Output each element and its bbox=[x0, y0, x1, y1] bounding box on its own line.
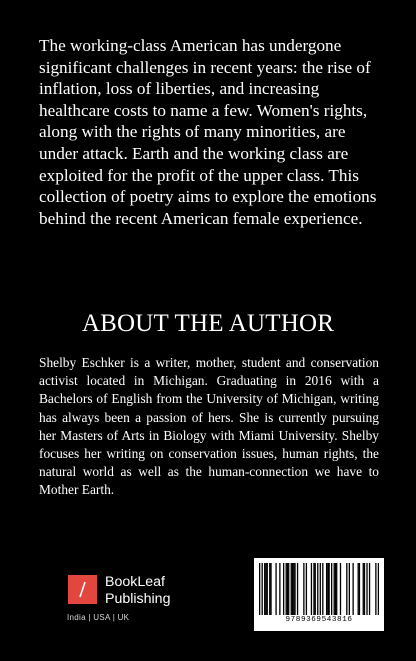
barcode-bar bbox=[334, 563, 335, 615]
barcode-bar bbox=[328, 563, 329, 615]
barcode-bar bbox=[331, 563, 332, 615]
barcode-bar bbox=[270, 563, 271, 615]
barcode-bars bbox=[259, 563, 379, 615]
barcode-bar bbox=[294, 563, 295, 615]
barcode-bar bbox=[303, 563, 304, 615]
barcode-bar bbox=[378, 563, 379, 615]
barcode-bar bbox=[320, 563, 321, 615]
barcode-bar bbox=[306, 563, 307, 615]
barcode-bar bbox=[293, 563, 294, 615]
publisher-name-line1: BookLeaf bbox=[105, 574, 165, 590]
barcode-bar bbox=[297, 563, 298, 615]
publisher-name bbox=[105, 574, 215, 607]
barcode-bar bbox=[349, 563, 350, 615]
barcode-bar bbox=[311, 563, 312, 615]
publisher-name-line2: Publishing bbox=[105, 590, 171, 607]
barcode-bar bbox=[369, 563, 370, 615]
author-bio: Shelby Eschker is a writer, mother, student and conservation activist located in Michigan. Graduating in 2016 with a Bachelors of English from the University of Michigan, writing has always been a passion of hers. She is currently pursuing her Masters of Arts in Biology with Miami University. Shelby focuses her writing on conservation issues, human rights, the natural world as well as the human-connection we have to Mother Earth. bbox=[39, 355, 379, 498]
barcode-bar bbox=[286, 563, 287, 615]
barcode-bar bbox=[326, 563, 327, 615]
barcode-bar bbox=[265, 563, 266, 615]
publisher-regions: India | USA | UK bbox=[67, 613, 130, 622]
barcode-bar bbox=[335, 563, 336, 615]
barcode-bar bbox=[264, 563, 265, 615]
barcode-bar bbox=[262, 563, 263, 615]
about-author-heading: ABOUT THE AUTHOR bbox=[81, 310, 335, 337]
barcode-digits: 9789369543816 bbox=[285, 616, 353, 624]
slash-logo-icon bbox=[68, 575, 97, 604]
barcode-bar bbox=[358, 563, 359, 615]
barcode-bar bbox=[346, 563, 347, 615]
barcode-bar bbox=[288, 563, 289, 615]
barcode-bar bbox=[292, 563, 293, 615]
barcode-bar bbox=[269, 563, 270, 615]
barcode-bar bbox=[366, 563, 367, 615]
barcode-bar bbox=[336, 563, 337, 615]
barcode-bar bbox=[259, 563, 260, 615]
barcode-bar bbox=[327, 563, 328, 615]
barcode-bar bbox=[287, 563, 288, 615]
barcode-bar bbox=[279, 563, 280, 615]
barcode-bar bbox=[275, 563, 276, 615]
barcode-bar bbox=[313, 563, 314, 615]
barcode-bar bbox=[364, 563, 365, 615]
publisher-logo bbox=[38, 568, 178, 628]
barcode-bar bbox=[283, 563, 284, 615]
barcode-bar bbox=[352, 563, 353, 615]
barcode-bar bbox=[359, 563, 360, 615]
barcode-bar bbox=[267, 563, 268, 615]
book-blurb: The working-class American has undergone significant challenges in recent years: the rise of inflation, loss of liberties, and increasing healthcare costs to name a few. Women's rights, along with the rights of many minorities, are under attack. Earth and the working class are exploited for the profit of the upper class. This collection of poetry aims to explore the emotions behind the recent American female experience. bbox=[39, 36, 377, 228]
barcode-bar bbox=[363, 563, 364, 615]
barcode-bar bbox=[375, 563, 376, 615]
barcode-bar bbox=[340, 563, 341, 615]
barcode-bar bbox=[315, 563, 316, 615]
barcode-bar bbox=[322, 563, 323, 615]
isbn-barcode bbox=[254, 558, 384, 631]
barcode-bar bbox=[291, 563, 292, 615]
barcode-bar bbox=[317, 563, 318, 615]
